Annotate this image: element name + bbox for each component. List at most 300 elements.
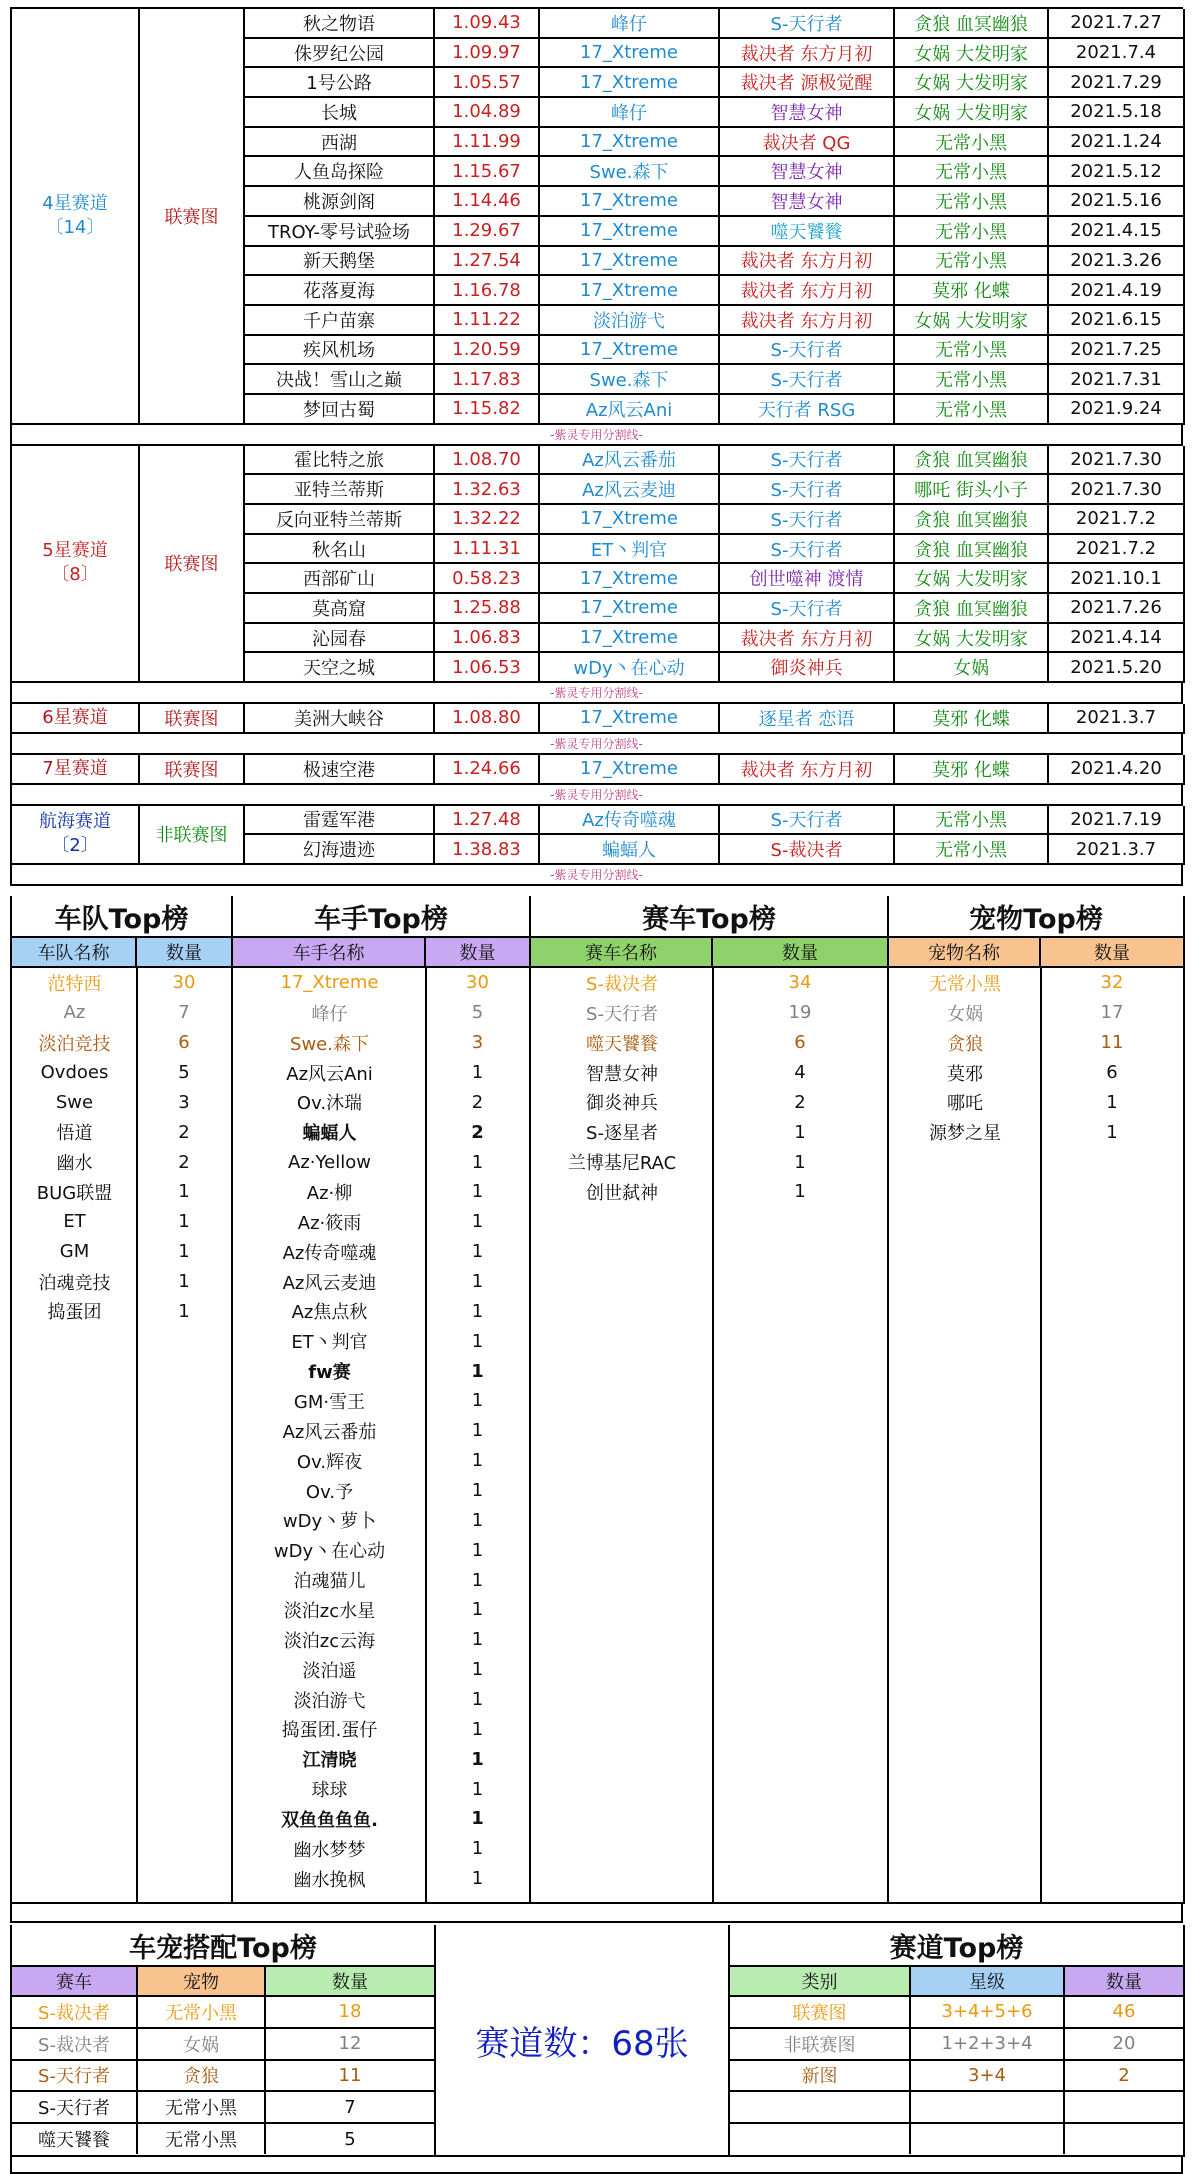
track-name: 亚特兰蒂斯 bbox=[245, 475, 435, 505]
pet-name: 贪狼 血冥幽狼 bbox=[895, 9, 1049, 39]
track-name: 秋名山 bbox=[245, 535, 435, 565]
pet-name: 贪狼 血冥幽狼 bbox=[895, 535, 1049, 565]
list-item bbox=[889, 1058, 1183, 1088]
item-name: 哪吒 bbox=[947, 1093, 983, 1115]
record-time: 1.15.67 bbox=[435, 157, 540, 187]
record-date: 2021.9.24 bbox=[1049, 395, 1185, 425]
list-item bbox=[889, 1028, 1183, 1058]
tier-name: 航海赛道 bbox=[39, 810, 111, 832]
pet-name: 女娲 大发明家 bbox=[895, 624, 1049, 654]
record-time: 1.04.89 bbox=[435, 98, 540, 128]
header-cell: 星级 bbox=[911, 1967, 1065, 1995]
item-count: 7 bbox=[178, 1002, 190, 1024]
track-name: 极速空港 bbox=[245, 755, 435, 785]
table-row bbox=[730, 1997, 1183, 2029]
list-item bbox=[12, 1087, 231, 1117]
cell-a: S-天行者 bbox=[12, 2061, 138, 2091]
item-count: 1 bbox=[471, 1151, 484, 1173]
item-count: 1 bbox=[471, 1778, 484, 1800]
kart-name: 噬天饕餮 bbox=[720, 217, 895, 247]
list-item bbox=[531, 1058, 887, 1088]
list-item bbox=[233, 1655, 529, 1685]
list-item bbox=[12, 968, 231, 998]
list-item bbox=[233, 1058, 529, 1088]
list-item bbox=[233, 1356, 529, 1386]
item-count: 1 bbox=[471, 1629, 484, 1651]
driver-name: 蝙蝠人 bbox=[540, 835, 720, 865]
item-name: 淡泊zc云海 bbox=[283, 1630, 376, 1652]
track-name: 梦回古蜀 bbox=[245, 395, 435, 425]
kart-name: 裁决者 QG bbox=[720, 128, 895, 158]
table-row bbox=[730, 2092, 1183, 2124]
kart-name: S-天行者 bbox=[720, 475, 895, 505]
table-row bbox=[12, 2061, 434, 2093]
record-date: 2021.7.30 bbox=[1049, 475, 1185, 505]
list-item bbox=[233, 1476, 529, 1506]
item-count: 1 bbox=[471, 1689, 484, 1711]
record-date: 2021.7.31 bbox=[1049, 365, 1185, 395]
header-count: 数量 bbox=[1094, 943, 1130, 964]
item-count: 1 bbox=[178, 1241, 190, 1263]
item-name: 幽水挽枫 bbox=[293, 1869, 366, 1891]
list-item bbox=[233, 1446, 529, 1476]
record-date: 2021.7.26 bbox=[1049, 594, 1185, 624]
item-name: 淡泊zc水星 bbox=[283, 1600, 376, 1622]
record-time: 1.11.22 bbox=[435, 306, 540, 336]
list-item bbox=[12, 1207, 231, 1237]
item-count: 2 bbox=[178, 1121, 190, 1143]
list-item bbox=[531, 1028, 887, 1058]
item-name: Ov.沐瑞 bbox=[296, 1093, 363, 1115]
table-row bbox=[730, 2124, 1183, 2154]
item-count: 1 bbox=[471, 1659, 484, 1681]
pet-name: 无常小黑 bbox=[895, 128, 1049, 158]
cell-v: 20 bbox=[1112, 2033, 1136, 2055]
tier-name: 4星赛道 bbox=[42, 192, 108, 214]
tier-label bbox=[12, 806, 140, 865]
record-date: 2021.5.18 bbox=[1049, 98, 1185, 128]
cell-b: 3+4+5+6 bbox=[911, 1997, 1065, 2027]
item-count: 1 bbox=[794, 1121, 806, 1143]
driver-name: 17_Xtreme bbox=[540, 594, 720, 624]
pet-name: 贪狼 血冥幽狼 bbox=[895, 594, 1049, 624]
header-cell: 宠物 bbox=[138, 1967, 266, 1995]
record-date: 2021.5.16 bbox=[1049, 187, 1185, 217]
item-count: 1 bbox=[471, 1599, 484, 1621]
item-name: Az风云Ani bbox=[286, 1063, 373, 1085]
cell-b: 无常小黑 bbox=[138, 2092, 266, 2122]
separator-line: -紫灵专用分割线- bbox=[10, 425, 1183, 446]
list-item bbox=[233, 1505, 529, 1535]
item-count: 5 bbox=[471, 1002, 484, 1024]
list-item bbox=[233, 1834, 529, 1864]
top-list-header bbox=[12, 938, 231, 968]
item-name: 峰仔 bbox=[311, 1003, 348, 1025]
cell-a bbox=[730, 2124, 911, 2154]
item-name: 创世弑神 bbox=[586, 1182, 658, 1204]
list-item bbox=[12, 1237, 231, 1267]
tier-label bbox=[12, 704, 140, 734]
item-count: 5 bbox=[178, 1062, 190, 1083]
pet-name: 女娲 大发明家 bbox=[895, 306, 1049, 336]
pet-name: 女娲 大发明家 bbox=[895, 564, 1049, 594]
item-count: 3 bbox=[178, 1091, 190, 1113]
item-count: 1 bbox=[471, 1748, 484, 1770]
record-time: 1.20.59 bbox=[435, 336, 540, 366]
record-date: 2021.7.30 bbox=[1049, 446, 1185, 476]
track-name: 西湖 bbox=[245, 128, 435, 158]
header-cell: 类别 bbox=[730, 1967, 911, 1995]
driver-name: 17_Xtreme bbox=[540, 336, 720, 366]
tier-category: 联赛图 bbox=[140, 446, 245, 684]
item-name: S-裁决者 bbox=[586, 973, 658, 995]
tier-label bbox=[12, 755, 140, 785]
pet-name: 无常小黑 bbox=[895, 835, 1049, 865]
list-item bbox=[889, 968, 1183, 998]
list-item bbox=[233, 1267, 529, 1297]
track-name: 新天鹅堡 bbox=[245, 247, 435, 277]
kart-name: S-裁决者 bbox=[720, 835, 895, 865]
table-row bbox=[730, 2061, 1183, 2093]
item-count: 1 bbox=[471, 1241, 484, 1263]
driver-name: 17_Xtreme bbox=[540, 247, 720, 277]
tier-category: 非联赛图 bbox=[140, 806, 245, 865]
item-name: Az焦点秋 bbox=[291, 1302, 368, 1324]
item-name: 泊魂猫儿 bbox=[293, 1571, 366, 1593]
list-item bbox=[12, 1267, 231, 1297]
kart-name: 裁决者 东方月初 bbox=[720, 624, 895, 654]
item-count: 1 bbox=[471, 1062, 484, 1083]
cell-a: 非联赛图 bbox=[730, 2029, 911, 2059]
item-name: ET bbox=[63, 1211, 86, 1233]
item-name: BUG联盟 bbox=[36, 1182, 113, 1204]
list-item bbox=[531, 1147, 887, 1177]
record-date: 2021.1.24 bbox=[1049, 128, 1185, 158]
cell-v: 18 bbox=[338, 2001, 362, 2023]
track-name: 沁园春 bbox=[245, 624, 435, 654]
kart-name: 智慧女神 bbox=[720, 98, 895, 128]
item-name: 球球 bbox=[311, 1780, 348, 1802]
separator-line bbox=[10, 1904, 1183, 1923]
driver-name: 17_Xtreme bbox=[540, 68, 720, 98]
list-item bbox=[233, 1685, 529, 1715]
record-time: 1.06.83 bbox=[435, 624, 540, 654]
table-title: 赛道Top榜 bbox=[730, 1925, 1183, 1967]
track-name: 美洲大峡谷 bbox=[245, 704, 435, 734]
tier-count: 〔8〕 bbox=[51, 564, 99, 586]
item-name: 泊魂竞技 bbox=[38, 1272, 111, 1294]
top-list-header bbox=[889, 938, 1183, 968]
list-item bbox=[889, 998, 1183, 1028]
cell-b bbox=[911, 2124, 1065, 2154]
record-time: 1.08.80 bbox=[435, 704, 540, 734]
item-count: 1 bbox=[471, 1569, 484, 1591]
item-count: 2 bbox=[794, 1091, 806, 1113]
kart-name: 裁决者 源极觉醒 bbox=[720, 68, 895, 98]
record-time: 1.11.99 bbox=[435, 128, 540, 158]
top-list-3 bbox=[889, 896, 1185, 1904]
item-name: Swe bbox=[55, 1091, 94, 1113]
item-name: Ovdoes bbox=[40, 1062, 109, 1083]
top-list-header bbox=[531, 938, 887, 968]
cell-v: 12 bbox=[338, 2033, 362, 2055]
list-item bbox=[233, 1744, 529, 1774]
record-time: 1.09.43 bbox=[435, 9, 540, 39]
kart-name: 御炎神兵 bbox=[720, 653, 895, 683]
top-list-title: 宠物Top榜 bbox=[889, 896, 1183, 938]
list-item bbox=[233, 998, 529, 1028]
driver-name: 17_Xtreme bbox=[540, 755, 720, 785]
list-item bbox=[12, 1028, 231, 1058]
kart-name: 裁决者 东方月初 bbox=[720, 306, 895, 336]
kart-name: 智慧女神 bbox=[720, 157, 895, 187]
record-date: 2021.4.14 bbox=[1049, 624, 1185, 654]
item-count: 1 bbox=[178, 1271, 190, 1293]
record-time: 1.38.83 bbox=[435, 835, 540, 865]
item-name: Az·筱雨 bbox=[297, 1212, 362, 1234]
item-count: 1 bbox=[471, 1390, 484, 1412]
record-time: 1.15.82 bbox=[435, 395, 540, 425]
cell-v: 7 bbox=[344, 2096, 356, 2118]
kart-name: S-天行者 bbox=[720, 365, 895, 395]
driver-name: 17_Xtreme bbox=[540, 624, 720, 654]
track-name: 人鱼岛探险 bbox=[245, 157, 435, 187]
list-item bbox=[531, 1117, 887, 1147]
list-item bbox=[233, 1565, 529, 1595]
item-name: 幽水 bbox=[56, 1153, 93, 1175]
item-count: 1 bbox=[794, 1151, 806, 1173]
top-list-2 bbox=[531, 896, 889, 1904]
cell-b: 无常小黑 bbox=[138, 2124, 266, 2154]
record-date: 2021.7.27 bbox=[1049, 9, 1185, 39]
item-count: 2 bbox=[471, 1121, 484, 1143]
track-name: 花落夏海 bbox=[245, 276, 435, 306]
list-item bbox=[233, 1804, 529, 1834]
item-name: Ov.予 bbox=[305, 1481, 354, 1503]
list-item bbox=[12, 1296, 231, 1326]
list-item bbox=[233, 1774, 529, 1804]
cell-b: 1+2+3+4 bbox=[911, 2029, 1065, 2059]
item-name: wDy丶萝卜 bbox=[282, 1511, 377, 1533]
record-time: 1.24.66 bbox=[435, 755, 540, 785]
item-count: 11 bbox=[1100, 1032, 1124, 1054]
item-count: 1 bbox=[471, 1838, 484, 1860]
cell-a: 新图 bbox=[730, 2061, 911, 2091]
kart-name: 裁决者 东方月初 bbox=[720, 755, 895, 785]
footer-line bbox=[10, 2155, 1183, 2174]
item-name: Az·柳 bbox=[306, 1182, 353, 1204]
top-list-rows bbox=[531, 968, 887, 1902]
record-time: 1.25.88 bbox=[435, 594, 540, 624]
pet-name: 莫邪 化蝶 bbox=[895, 704, 1049, 734]
separator-line: -紫灵专用分割线- bbox=[10, 734, 1183, 755]
item-name: 捣蛋团 bbox=[47, 1302, 102, 1324]
item-name: 幽水梦梦 bbox=[293, 1839, 366, 1861]
list-item bbox=[12, 998, 231, 1028]
record-time: 1.16.78 bbox=[435, 276, 540, 306]
record-time: 0.58.23 bbox=[435, 564, 540, 594]
list-item bbox=[233, 1028, 529, 1058]
pet-name: 无常小黑 bbox=[895, 157, 1049, 187]
item-count: 17 bbox=[1100, 1002, 1124, 1024]
pet-name: 无常小黑 bbox=[895, 187, 1049, 217]
driver-name: 17_Xtreme bbox=[540, 276, 720, 306]
item-name: Ov.辉夜 bbox=[296, 1451, 363, 1473]
header-cell: 数量 bbox=[266, 1967, 434, 1995]
pet-name: 无常小黑 bbox=[895, 806, 1049, 836]
item-name: 淡泊竞技 bbox=[38, 1033, 111, 1055]
track-name: 莫高窟 bbox=[245, 594, 435, 624]
track-name: 西部矿山 bbox=[245, 564, 435, 594]
item-name: 范特西 bbox=[47, 973, 102, 995]
track-total: 赛道数：68张 bbox=[436, 1925, 730, 2157]
table-rows bbox=[12, 1997, 434, 2154]
track-top-table bbox=[730, 1925, 1185, 2157]
header-cell: 数量 bbox=[1065, 1967, 1183, 1995]
list-item bbox=[233, 1207, 529, 1237]
item-count: 1 bbox=[471, 1181, 484, 1203]
driver-name: 峰仔 bbox=[540, 98, 720, 128]
tier-count: 〔14〕 bbox=[45, 216, 105, 238]
driver-name: 17_Xtreme bbox=[540, 217, 720, 247]
driver-name: 17_Xtreme bbox=[540, 128, 720, 158]
item-name: 双鱼鱼鱼鱼. bbox=[281, 1809, 378, 1831]
list-item bbox=[12, 1117, 231, 1147]
tier-name: 5星赛道 bbox=[42, 540, 108, 562]
list-item bbox=[233, 1595, 529, 1625]
list-item bbox=[531, 968, 887, 998]
record-date: 2021.4.20 bbox=[1049, 755, 1185, 785]
kart-name: S-天行者 bbox=[720, 446, 895, 476]
item-name: S-天行者 bbox=[586, 1003, 658, 1025]
kart-name: 裁决者 东方月初 bbox=[720, 276, 895, 306]
item-count: 1 bbox=[471, 1509, 484, 1531]
track-name: 侏罗纪公园 bbox=[245, 39, 435, 69]
track-name: TROY-零号试验场 bbox=[245, 217, 435, 247]
tier-name: 6星赛道 bbox=[42, 706, 108, 728]
driver-name: Az风云番茄 bbox=[540, 446, 720, 476]
item-name: Az·Yellow bbox=[288, 1151, 371, 1173]
kart-name: 裁决者 东方月初 bbox=[720, 39, 895, 69]
item-count: 6 bbox=[794, 1032, 806, 1054]
list-item bbox=[233, 1087, 529, 1117]
driver-name: ET丶判官 bbox=[540, 535, 720, 565]
pet-name: 莫邪 化蝶 bbox=[895, 276, 1049, 306]
kart-name: S-天行者 bbox=[720, 806, 895, 836]
record-time: 1.05.57 bbox=[435, 68, 540, 98]
record-date: 2021.6.15 bbox=[1049, 306, 1185, 336]
header-name: 车队名称 bbox=[12, 938, 137, 966]
top-list-title: 赛车Top榜 bbox=[531, 896, 887, 938]
item-name: 噬天饕餮 bbox=[586, 1033, 658, 1055]
cell-a: S-裁决者 bbox=[12, 2029, 138, 2059]
record-time: 1.11.31 bbox=[435, 535, 540, 565]
item-count: 1 bbox=[1106, 1121, 1118, 1143]
record-date: 2021.7.2 bbox=[1049, 505, 1185, 535]
item-name: 智慧女神 bbox=[586, 1063, 658, 1085]
record-date: 2021.10.1 bbox=[1049, 564, 1185, 594]
tier-category: 联赛图 bbox=[140, 704, 245, 734]
item-name: 蝙蝠人 bbox=[302, 1123, 357, 1145]
item-count: 3 bbox=[471, 1032, 484, 1054]
item-name: Az传奇噬魂 bbox=[282, 1242, 377, 1264]
item-name: 女娲 bbox=[947, 1003, 983, 1025]
record-date: 2021.7.29 bbox=[1049, 68, 1185, 98]
item-count: 2 bbox=[471, 1091, 484, 1113]
record-date: 2021.3.7 bbox=[1049, 704, 1185, 734]
kart-name: 智慧女神 bbox=[720, 187, 895, 217]
kart-name: 逐星者 恋语 bbox=[720, 704, 895, 734]
driver-name: Swe.森下 bbox=[540, 157, 720, 187]
driver-name: Az风云麦迪 bbox=[540, 475, 720, 505]
tier-group-4 bbox=[10, 806, 1183, 865]
cell-v bbox=[1065, 2092, 1183, 2122]
top-list-rows bbox=[12, 968, 231, 1902]
track-name: 反向亚特兰蒂斯 bbox=[245, 505, 435, 535]
table-row bbox=[12, 2029, 434, 2061]
record-time: 1.32.63 bbox=[435, 475, 540, 505]
kart-name: 裁决者 东方月初 bbox=[720, 247, 895, 277]
track-name: 秋之物语 bbox=[245, 9, 435, 39]
record-date: 2021.3.7 bbox=[1049, 835, 1185, 865]
item-name: S-逐星者 bbox=[586, 1123, 658, 1145]
list-item bbox=[233, 1326, 529, 1356]
top-list-title: 车队Top榜 bbox=[12, 896, 231, 938]
track-name: 天空之城 bbox=[245, 653, 435, 683]
list-item bbox=[233, 1177, 529, 1207]
header-cell: 赛车 bbox=[12, 1967, 138, 1995]
record-time: 1.29.67 bbox=[435, 217, 540, 247]
list-item bbox=[531, 1087, 887, 1117]
record-time: 1.27.48 bbox=[435, 806, 540, 836]
driver-name: wDy丶在心动 bbox=[540, 653, 720, 683]
cell-b: 贪狼 bbox=[138, 2061, 266, 2091]
cell-a: 噬天饕餮 bbox=[12, 2124, 138, 2154]
header-name: 车手名称 bbox=[233, 938, 426, 966]
top-list-1 bbox=[233, 896, 531, 1904]
pet-name: 贪狼 血冥幽狼 bbox=[895, 446, 1049, 476]
tier-group-1 bbox=[10, 446, 1183, 684]
driver-name: 17_Xtreme bbox=[540, 39, 720, 69]
item-count: 34 bbox=[788, 972, 812, 994]
cell-b bbox=[911, 2092, 1065, 2122]
tier-count: 〔2〕 bbox=[51, 835, 99, 857]
item-count: 1 bbox=[471, 1450, 484, 1472]
record-date: 2021.5.20 bbox=[1049, 653, 1185, 683]
record-date: 2021.7.2 bbox=[1049, 535, 1185, 565]
top-list-title: 车手Top榜 bbox=[233, 896, 529, 938]
cell-v: 2 bbox=[1118, 2064, 1130, 2086]
top-list-rows bbox=[889, 968, 1183, 1902]
driver-name: Swe.森下 bbox=[540, 365, 720, 395]
item-count: 6 bbox=[178, 1032, 190, 1054]
tier-group-3 bbox=[10, 755, 1183, 785]
list-item bbox=[531, 998, 887, 1028]
item-name: 兰博基尼RAC bbox=[567, 1153, 677, 1175]
item-count: 2 bbox=[178, 1151, 190, 1173]
item-name: 源梦之星 bbox=[929, 1123, 1001, 1145]
header-name: 赛车名称 bbox=[531, 938, 713, 966]
cell-v: 5 bbox=[344, 2128, 356, 2150]
table-row bbox=[12, 1997, 434, 2029]
item-name: 17_Xtreme bbox=[280, 972, 379, 994]
header-name: 宠物名称 bbox=[889, 938, 1041, 966]
pet-name: 哪吒 街头小子 bbox=[895, 475, 1049, 505]
pet-name: 女娲 大发明家 bbox=[895, 98, 1049, 128]
list-item bbox=[233, 1237, 529, 1267]
cell-a: 联赛图 bbox=[730, 1997, 911, 2027]
kart-name: 创世噬神 渡情 bbox=[720, 564, 895, 594]
